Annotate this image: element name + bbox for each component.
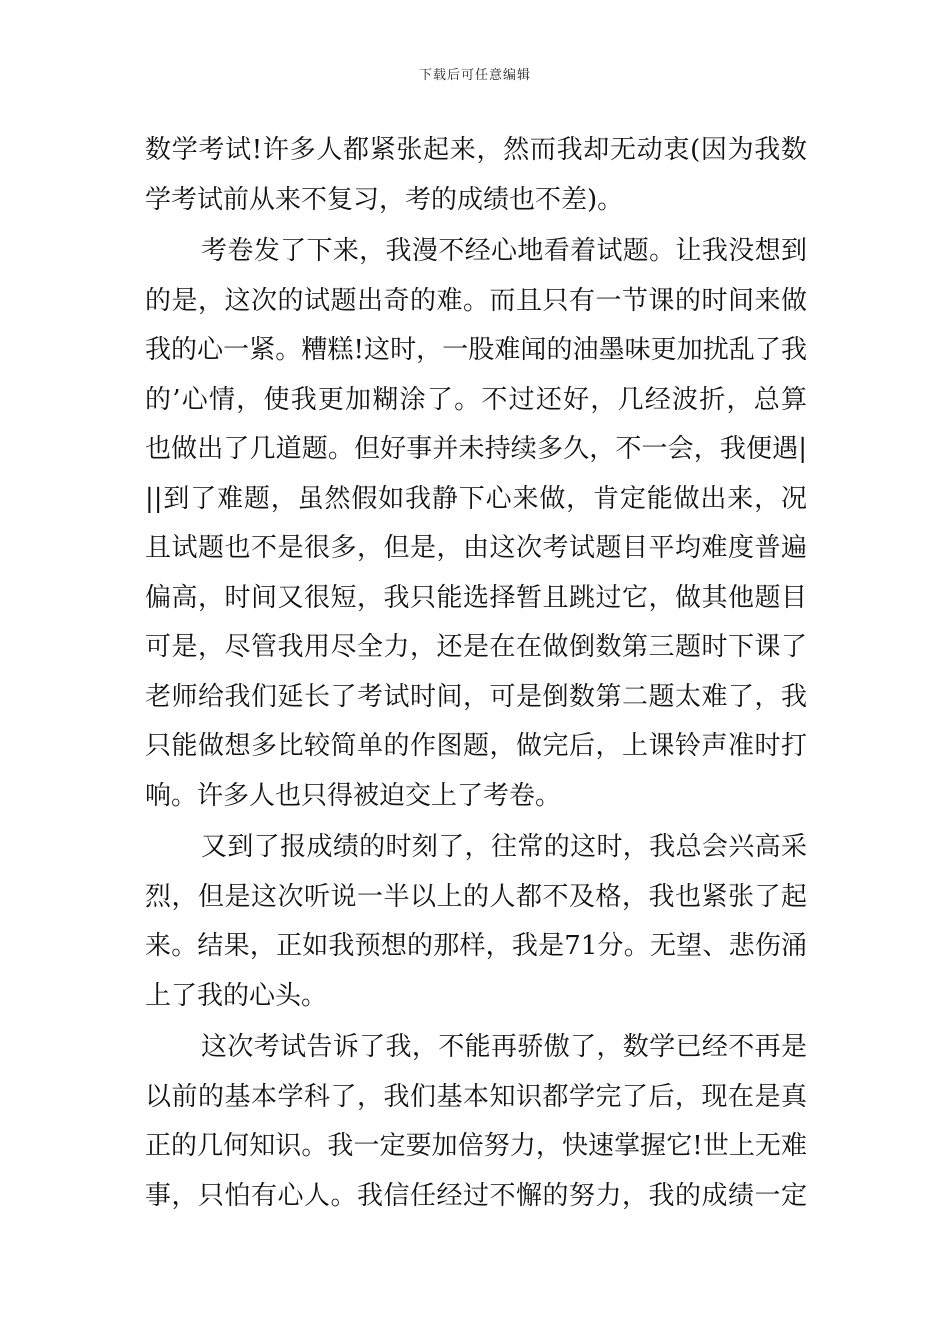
text-line: 正的几何知识。我一定要加倍努力，快速掌握它!世上无难 — [145, 1131, 807, 1161]
text-line: ||到了难题，虽然假如我静下心来做，肯定能做出来，况 — [145, 483, 807, 514]
text-line: 烈，但是这次听说一半以上的人都不及格，我也紧张了起 — [145, 881, 807, 912]
text-line: 偏高，时间又很短，我只能选择暂且跳过它，做其他题目 — [145, 582, 807, 613]
text-line: 以前的基本学科了，我们基本知识都学完了后，现在是真 — [145, 1081, 807, 1112]
text-line: 上了我的心头。 — [145, 980, 328, 1011]
text-line: 的是，这次的试题出奇的难。而且只有一节课的时间来做 — [145, 285, 807, 316]
text-line: 这次考试告诉了我，不能再骄傲了，数学已经不再是 — [201, 1032, 807, 1062]
text-line: 又到了报成绩的时刻了，往常的这时，我总会兴高采 — [201, 832, 807, 862]
text-line: 可是，尽管我用尽全力，还是在在做倒数第三题时下课了 — [145, 632, 807, 662]
text-line: 数学考试!许多人都紧张起来，然而我却无动衷(因为我数 — [145, 135, 807, 165]
document-body — [145, 126, 807, 1221]
text-line: 我的心一紧。糟糕!这时，一股难闻的油墨味更加扰乱了我 — [145, 335, 807, 365]
text-line: 且试题也不是很多，但是，由这次考试题目平均难度普遍 — [145, 533, 807, 563]
text-line: 考卷发了下来，我漫不经心地看着试题。让我没想到 — [201, 236, 807, 266]
text-line: 响。许多人也只得被迫交上了考卷。 — [145, 780, 562, 811]
text-line: 老师给我们延长了考试时间，可是倒数第二题太难了，我 — [145, 681, 807, 712]
text-line: 的’心情，使我更加糊涂了。不过还好，几经波折，总算 — [145, 384, 807, 415]
header-note: 下载后可任意编辑 — [418, 68, 531, 83]
text-line: 事，只怕有心人。我信任经过不懈的努力，我的成绩一定 — [145, 1180, 807, 1211]
text-line: 学考试前从来不复习，考的成绩也不差)。 — [145, 184, 624, 215]
text-line: 也做出了几道题。但好事并未持续多久，不一会，我便遇| — [145, 434, 807, 464]
text-line: 只能做想多比较简单的作图题，做完后，上课铃声准时打 — [145, 731, 807, 761]
text-line: 来。结果，正如我预想的那样，我是71分。无望、悲伤涌 — [145, 931, 807, 961]
